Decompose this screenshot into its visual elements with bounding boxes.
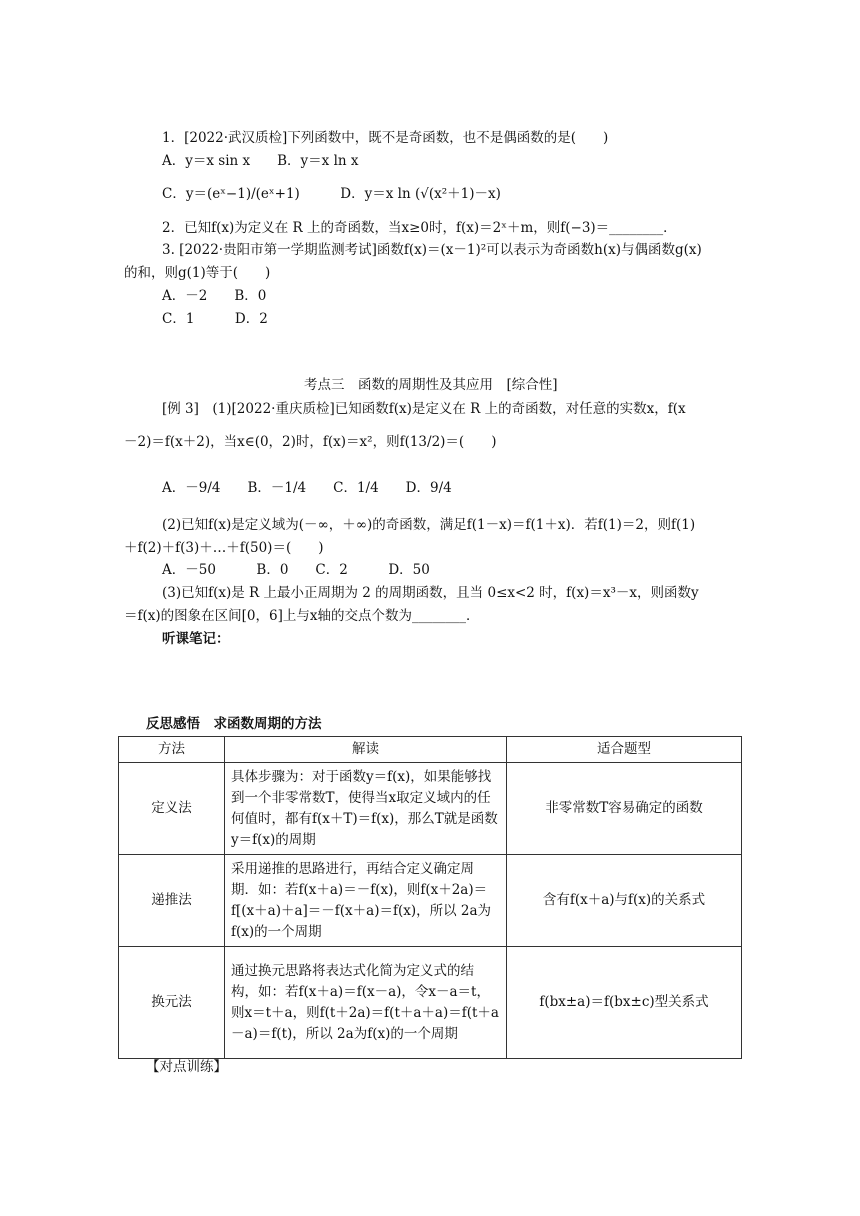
q3-stem-line2: 的和，则g(1)等于( ) [124,265,271,281]
q1-options-ab: A．y＝x sin x B．y＝x ln x [162,153,359,169]
example3-p1-line2: －2)＝f(x＋2)，当x∈(0，2)时，f(x)＝x²，则f(13/2)＝( ) [124,434,497,450]
header-desc: 解读 [225,737,507,763]
method-cell: 定义法 [119,763,225,855]
table-header-row [119,737,742,763]
practice-label: 【对点训练】 [146,1059,227,1075]
notes-label: 听课笔记： [162,631,230,647]
scope-cell: 含有f(x＋a)与f(x)的关系式 [507,855,742,947]
q3-options-cd: C．1 D．2 [162,311,268,327]
desc-cell: 通过换元思路将表达式化简为定义式的结构，如：若f(x＋a)＝f(x－a)，令x－a＝t，则x＝t＋a，则f(t＋2a)＝f(t＋a＋a)＝f(t＋a－a)＝f(t)，所以 2a为f(x)的一个周期 [225,947,507,1059]
example3-p3-line1: (3)已知f(x)是 R 上最小正周期为 2 的周期函数，且当 0≤x<2 时，f(x)＝x³－x，则函数y [162,585,699,601]
q3-options-ab: A．－2 B．0 [162,288,267,304]
header-scope: 适合题型 [507,737,742,763]
example3-p2-options: A．－50 B．0 C．2 D．50 [162,562,430,578]
q1-options-cd: C．y＝(eˣ−1)/(eˣ+1) D．y＝x ln (√(x²＋1)－x) [162,186,501,202]
table-row [119,855,742,947]
section-title: 考点三 函数的周期性及其应用 [综合性] [304,377,558,393]
example3-p3-line2: ＝f(x)的图象在区间[0，6]上与x轴的交点个数为________． [124,608,480,624]
scope-cell: 非零常数T容易确定的函数 [507,763,742,855]
desc-cell: 采用递推的思路进行，再结合定义确定周期．如：若f(x＋a)＝－f(x)，则f(x＋2a)＝f[(x＋a)＋a]＝－f(x＋a)＝f(x)，所以 2a为f(x)的一个周期 [225,855,507,947]
example3-p2-line2: ＋f(2)＋f(3)＋…＋f(50)＝( ) [124,540,324,556]
table-row [119,763,742,855]
q3-stem-line1: 3. [2022·贵阳市第一学期监测考试]函数f(x)＝(x－1)²可以表示为奇函数h(x)与偶函数g(x) [162,242,702,258]
method-cell: 换元法 [119,947,225,1059]
q2-stem: 2．已知f(x)为定义在 R 上的奇函数，当x≥0时，f(x)＝2ˣ＋m，则f(−3)＝________． [162,220,677,236]
desc-cell: 具体步骤为：对于函数y＝f(x)，如果能够找到一个非零常数T，使得当x取定义域内的任何值时，都有f(x＋T)＝f(x)，那么T就是函数y＝f(x)的周期 [225,763,507,855]
reflection-title: 反思感悟 求函数周期的方法 [146,716,322,732]
scope-cell: f(bx±a)＝f(bx±c)型关系式 [507,947,742,1059]
q1-stem: 1．[2022·武汉质检]下列函数中，既不是奇函数，也不是偶函数的是( ) [162,130,609,146]
example3-p2-line1: (2)已知f(x)是定义域为(－∞，＋∞)的奇函数，满足f(1－x)＝f(1＋x)．若f(1)＝2，则f(1) [162,517,696,533]
header-method: 方法 [119,737,225,763]
example3-p1-options: A．－9/4 B．－1/4 C．1/4 D．9/4 [162,480,452,496]
period-methods-table [118,736,742,1059]
example3-p1-line1: [例 3] (1)[2022·重庆质检]已知函数f(x)是定义在 R 上的奇函数，对任意的实数x，f(x [162,401,686,417]
table-row [119,947,742,1059]
method-cell: 递推法 [119,855,225,947]
